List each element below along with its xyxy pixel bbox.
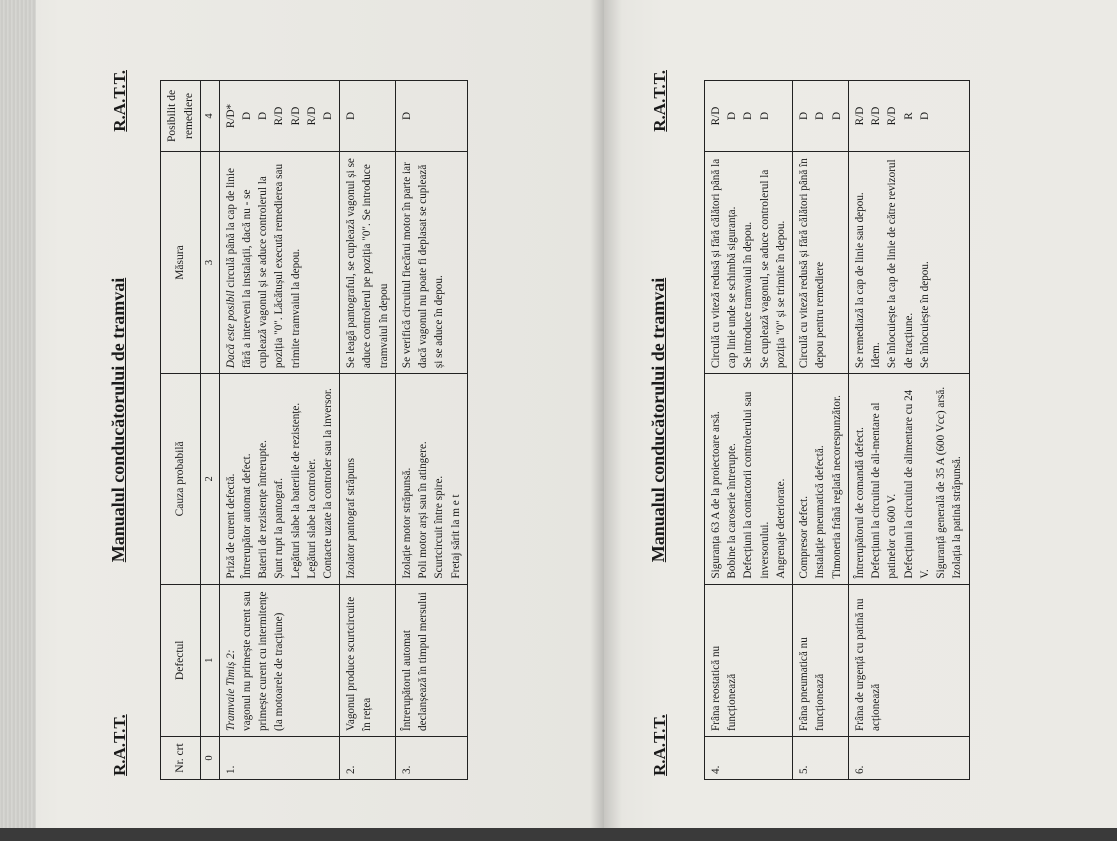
- cause-item: Siguranță generală de 35 A (600 Vcc) arsă.: [935, 386, 948, 579]
- measure-item: Circulă cu viteză redusă și fără călători până la cap linie unde se schimbă siguranța.: [710, 158, 739, 369]
- col-number: 0: [201, 736, 219, 779]
- cause-item: Izolator pantograf străpuns: [345, 458, 358, 579]
- measure-italic: Dacă este posibil: [224, 290, 237, 369]
- page-title: Manualul conducătorului de tramvai: [108, 277, 128, 563]
- left-page-content: [100, 40, 600, 800]
- measure-item: Se înlocuiește la cap de linie de către revizorul de tracțiune.: [886, 159, 915, 369]
- row-number: 6.: [848, 736, 969, 779]
- fix-item: D: [798, 111, 811, 121]
- cause-item: Fretaj sărit la m e t: [449, 494, 462, 579]
- table-header-row: [161, 81, 201, 780]
- col-cause: Cauza probabilă: [161, 374, 201, 585]
- fix-item: D: [814, 111, 827, 121]
- measure-cell: Se leagă pantograful, se cuplează vagonul și se aduce controlerul pe poziția "0". Se introduce tramvaiul în depou: [340, 151, 396, 373]
- right-page-content: [640, 40, 1117, 800]
- fix-item: D: [918, 111, 931, 121]
- measure-cell: [705, 151, 793, 373]
- measure-item: Se înlocuiește în depou.: [918, 261, 931, 369]
- cause-cell: [793, 374, 849, 585]
- cause-item: Baterii de rezistențe întrerupte.: [257, 440, 270, 579]
- cause-item: Izolația la patină străpunsă.: [951, 456, 964, 579]
- cause-cell: [340, 374, 396, 585]
- fix-item: D: [240, 111, 253, 121]
- cause-item: Întrerupător automat defect.: [240, 453, 253, 579]
- defect-cell: Vagonul produce scurtcircuite în rețea: [340, 584, 396, 736]
- col-number: 2: [201, 374, 219, 585]
- cause-item: Șunt rupt la pantograf.: [273, 477, 286, 579]
- defect-cell: Frâna reostatică nu funcționează: [705, 584, 793, 736]
- fix-cell: [705, 81, 793, 152]
- page-edges: [0, 0, 36, 832]
- cause-cell: [219, 374, 340, 585]
- column-numbers-row: [201, 81, 219, 780]
- fix-item: R/D: [886, 106, 899, 126]
- scan-shadow: [0, 828, 1117, 841]
- cause-item: Bobine la caroserie întrerupte.: [726, 443, 739, 579]
- fix-item: R/D*: [224, 103, 237, 129]
- measure-item: Se remediază la cap de linie sau depou.: [853, 192, 866, 369]
- defect-text: vagonul nu primește curent sau primește curent cu intermitențe (la motoarele de tracțiune): [240, 591, 286, 731]
- cause-item: Legături slabe la bateriile de rezistențe.: [289, 402, 302, 579]
- defect-cell: Întrerupătorul automat declanșează în timpul mersului: [395, 584, 467, 736]
- measure-cell: [219, 151, 340, 373]
- cause-item: Întrerupătorul de comandă defect.: [853, 427, 866, 579]
- table-row: [219, 81, 340, 780]
- cause-item: Timoneria frână reglată necorespunzător.: [830, 395, 843, 579]
- fix-item: R/D: [273, 106, 286, 126]
- measure-cell: [848, 151, 969, 373]
- row-number: 3.: [395, 736, 467, 779]
- cause-item: Legături slabe la controler.: [305, 458, 318, 579]
- fix-item: D: [257, 111, 270, 121]
- fix-item: D: [758, 111, 771, 121]
- row-number: 1.: [219, 736, 340, 779]
- col-nr: Nr. crt: [161, 736, 201, 779]
- cause-cell: [705, 374, 793, 585]
- fix-cell: [219, 81, 340, 152]
- defect-italic: Tramvaie Timiș 2:: [224, 649, 237, 731]
- col-number: 4: [201, 81, 219, 152]
- table-row: [793, 81, 849, 780]
- cause-cell: [395, 374, 467, 585]
- fix-item: R/D: [853, 106, 866, 126]
- cause-item: Compresor defect.: [798, 495, 811, 579]
- fix-item: D: [830, 111, 843, 121]
- fix-cell: [340, 81, 396, 152]
- cause-item: Scurtcircuit între spire.: [433, 475, 446, 579]
- page-header: [640, 40, 686, 800]
- header-ratt-left: R.A.T.T.: [650, 714, 669, 776]
- cause-item: Defecțiuni la circuitul de alimentare cu 24 V.: [902, 389, 931, 579]
- row-number: 4.: [705, 736, 793, 779]
- fix-item: R/D: [870, 106, 883, 126]
- page-header: [100, 40, 146, 800]
- measure-item: Se cuplează vagonul, se aduce controlerul la poziția "0" și se trimite în depou.: [758, 169, 787, 369]
- defect-cell: [219, 584, 340, 736]
- defects-table: [160, 80, 468, 780]
- cause-item: Poli motor arși sau în atingere.: [417, 441, 430, 579]
- fix-cell: [848, 81, 969, 152]
- measure-cell: [793, 151, 849, 373]
- cause-item: Angrenaje deteriorate.: [774, 478, 787, 579]
- table-row: [848, 81, 969, 780]
- cause-item: Defecțiuni la circuitul de ali-mentare al patinelor cu 600 V.: [870, 402, 899, 579]
- fix-cell: [793, 81, 849, 152]
- col-number: 3: [201, 151, 219, 373]
- cause-item: Contacte uzate la controler sau la inversor.: [321, 388, 334, 579]
- cause-item: Priză de curent defectă.: [224, 473, 237, 579]
- table-row: [395, 81, 467, 780]
- header-ratt-right: R.A.T.T.: [110, 70, 129, 132]
- col-number: 1: [201, 584, 219, 736]
- row-number: 2.: [340, 736, 396, 779]
- fix-item: D: [345, 111, 358, 121]
- fix-item: D: [400, 111, 413, 121]
- measure-text: circulă până la cap de linie fără a interveni la instalații, dacă nu - se cuplează vagonul și se aduce controlerul la poziția "0". Lăcătușul execută remedierea sau trimite tramvaiul la depou.: [224, 163, 302, 369]
- table-row: [705, 81, 793, 780]
- col-fix: Posibilit de remediere: [161, 81, 201, 152]
- header-ratt-left: R.A.T.T.: [110, 714, 129, 776]
- measure-cell: Se verifică circuitul fiecărui motor în parte iar dacă vagonul nu poate fi deplasat se cuplează și se aduce în depou.: [395, 151, 467, 373]
- fix-item: D: [742, 111, 755, 121]
- table-row: [340, 81, 396, 780]
- defect-cell: Frâna de urgență cu patină nu acționează: [848, 584, 969, 736]
- fix-cell: [395, 81, 467, 152]
- col-defect: Defectul: [161, 584, 201, 736]
- page-title: Manualul conducătorului de tramvai: [648, 277, 668, 563]
- cause-item: Defecțiuni la contactorii controlerului sau inversorului.: [742, 391, 771, 579]
- col-measure: Măsura: [161, 151, 201, 373]
- cause-cell: [848, 374, 969, 585]
- fix-item: D: [726, 111, 739, 121]
- fix-item: R/D: [305, 106, 318, 126]
- cause-item: Izolație motor străpunsă.: [400, 467, 413, 579]
- fix-item: R/D: [710, 106, 722, 126]
- defect-cell: Frâna pneumatică nu funcționează: [793, 584, 849, 736]
- measure-item: Se introduce tramvaiul în depou.: [742, 221, 755, 369]
- cause-item: Siguranța 63 A de la proiectoare arsă.: [710, 411, 722, 579]
- defects-table: [704, 80, 970, 780]
- header-ratt-right: R.A.T.T.: [650, 70, 669, 132]
- fix-item: D: [321, 111, 334, 121]
- measure-item: Circulă cu viteză redusă și fără călători până în depou pentru remediere: [798, 158, 827, 369]
- fix-item: R: [902, 112, 915, 120]
- measure-item: Idem.: [870, 342, 883, 369]
- row-number: 5.: [793, 736, 849, 779]
- cause-item: Instalație pneumatică defectă.: [814, 445, 827, 579]
- fix-item: R/D: [289, 106, 302, 126]
